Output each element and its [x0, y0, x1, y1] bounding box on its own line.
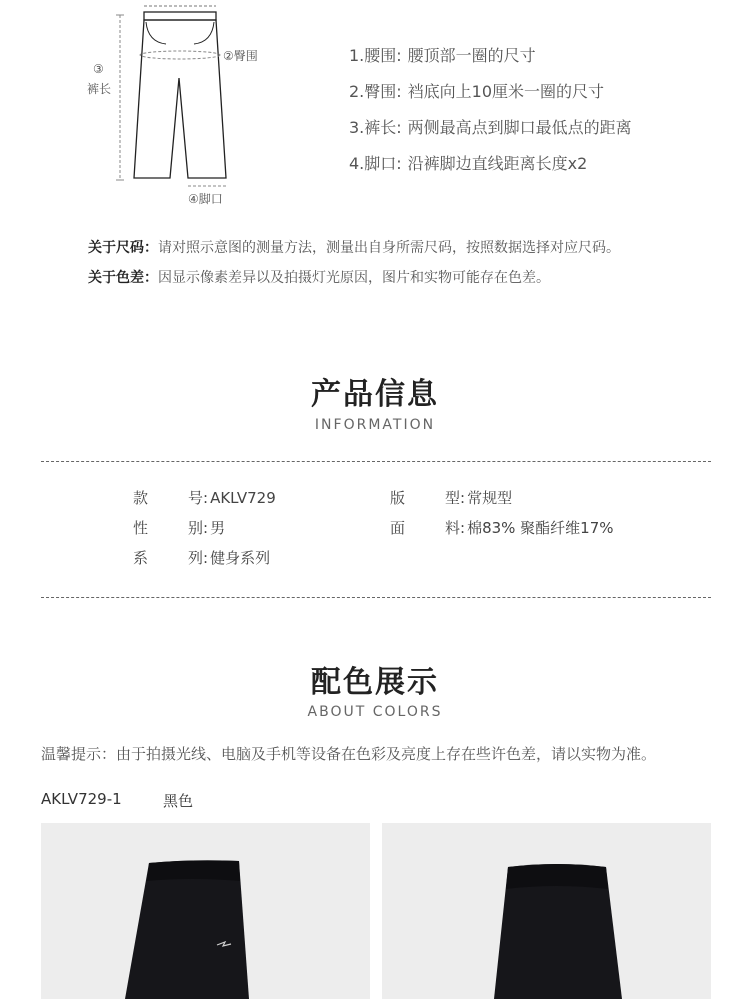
pants-front-image [41, 823, 370, 999]
info-row-gender: 性别: 男 [133, 519, 226, 537]
info-section-subtitle: INFORMATION [314, 417, 436, 433]
info-row-series: 系列: 健身系列 [133, 549, 271, 567]
colors-section-subtitle: ABOUT COLORS [307, 704, 443, 720]
note-color-difference: 关于色差：因显示像素差异以及拍摄灯光原因，图片和实物可能存在色差。 [88, 270, 550, 286]
hem-label: ④脚口 [188, 192, 223, 206]
colors-section-title: 配色展示 [311, 665, 439, 700]
pants-size-diagram [80, 0, 280, 215]
length-label-number: ③ [93, 62, 104, 76]
pants-back-image [382, 823, 711, 999]
info-section-title: 产品信息 [311, 377, 439, 412]
product-photo-front [41, 823, 370, 999]
variant-code: AKLV729-1 [41, 790, 122, 808]
measurement-item-hip: 2.臀围: 裆底向上10厘米一圈的尺寸 [349, 82, 605, 101]
info-row-fit: 版型: 常规型 [390, 489, 513, 507]
divider-top [41, 461, 711, 462]
product-photo-back [382, 823, 711, 999]
variant-color-name: 黑色 [163, 792, 194, 810]
info-row-style-no: 款号: AKLV729 [133, 489, 276, 507]
measurement-item-length: 3.裤长: 两侧最高点到脚口最低点的距离 [349, 118, 632, 137]
divider-bottom [41, 597, 711, 598]
measurement-item-waist: 1.腰围: 腰顶部一圈的尺寸 [349, 46, 536, 65]
note-size: 关于尺码：请对照示意图的测量方法，测量出自身所需尺码，按照数据选择对应尺码。 [88, 240, 620, 256]
hip-label: ②臀围 [223, 49, 258, 63]
measurement-item-hem: 4.脚口: 沿裤脚边直线距离长度x2 [349, 154, 588, 173]
info-row-fabric: 面料: 棉83% 聚酯纤维17% [390, 519, 614, 537]
color-hint: 温馨提示：由于拍摄光线、电脑及手机等设备在色彩及亮度上存在些许色差，请以实物为准。 [41, 745, 657, 763]
length-label: 裤长 [87, 82, 112, 96]
